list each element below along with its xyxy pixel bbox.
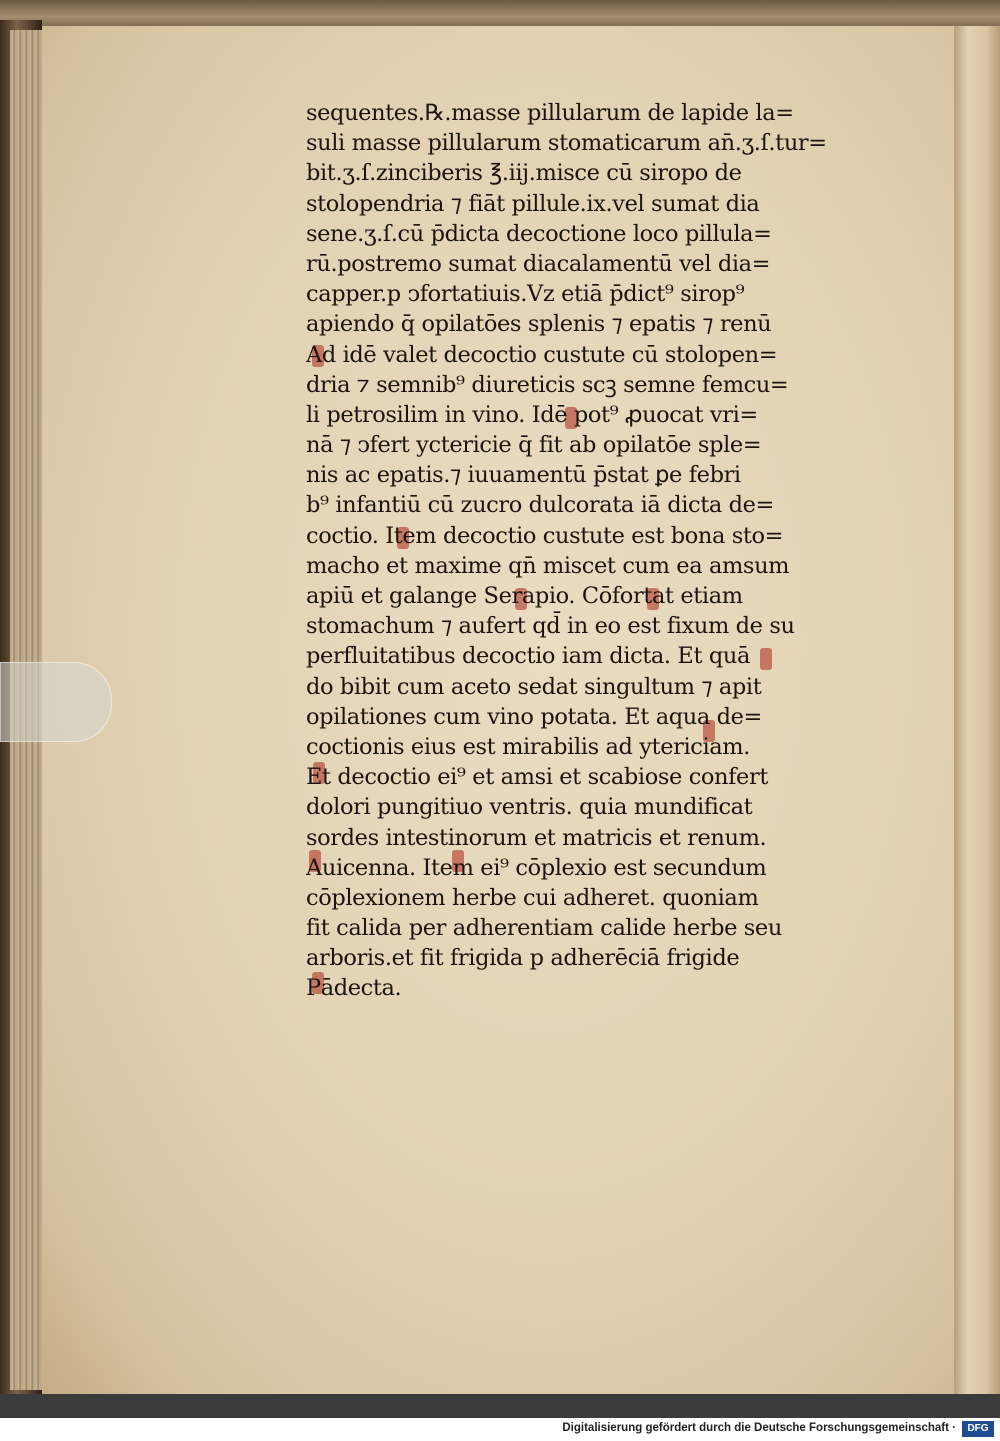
dfg-logo: DFG bbox=[962, 1421, 994, 1437]
text-line: apiendo q̄ opilatōes splenis ⁊ epatis ⁊ renū bbox=[306, 311, 772, 338]
text-line: stomachum ⁊ aufert qd̄ in eo est fixum de su bbox=[306, 613, 795, 640]
text-line: Et decoctio ei⁹ et amsi et scabiose confert bbox=[306, 764, 768, 791]
scan-bottom-band bbox=[0, 1394, 1000, 1418]
text-line: li petrosilim in vino. Idē pot⁹ ꝓuocat vri= bbox=[306, 401, 758, 428]
text-line: Auicenna. Item ei⁹ cōplexio est secundum bbox=[306, 854, 767, 881]
text-line: capper.p ↄfortatiuis.Vz etiā p̄dict⁹ sirop⁹ bbox=[306, 281, 745, 308]
text-line: sordes intestinorum et matricis et renum. bbox=[306, 824, 767, 851]
footer-bar bbox=[0, 1418, 1000, 1441]
text-line: suli masse pillularum stomaticarum an̄.ʒ.ſ.tur= bbox=[306, 130, 827, 157]
text-line: nā ⁊ ↄfert yctericie q̄ fit ab opilatōe sple= bbox=[306, 432, 762, 459]
text-line: sene.ʒ.ſ.cū p̄dicta decoctione loco pillula= bbox=[306, 220, 772, 247]
binding-top-edge bbox=[0, 0, 1000, 28]
incunable-text-block bbox=[306, 98, 856, 1004]
text-line: cōplexionem herbe cui adheret. quoniam bbox=[306, 884, 759, 911]
text-line: b⁹ infantiū cū zucro dulcorata iā dicta de= bbox=[306, 492, 774, 519]
facing-page-edge bbox=[954, 26, 1000, 1398]
text-line: sequentes.℞.masse pillularum de lapide la= bbox=[306, 100, 794, 126]
text-line: apiū et galange Serapio. Cōfortat etiam bbox=[306, 583, 743, 609]
text-line: coctionis eius est mirabilis ad ytericiam. bbox=[306, 733, 750, 760]
text-line: fit calida per adherentiam calide herbe seu bbox=[306, 915, 782, 942]
text-line: opilationes cum vino potata. Et aqua de= bbox=[306, 703, 762, 730]
text-line: nis ac epatis.⁊ iuuamentū p̄stat ꝑe febri bbox=[306, 462, 741, 489]
text-line: perfluitatibus decoctio iam dicta. Et quā bbox=[306, 643, 750, 670]
text-line: coctio. Item decoctio custute est bona sto= bbox=[306, 522, 784, 549]
text-line: dria ⁊ semnib⁹ diureticis scꝫ semne femcu= bbox=[306, 371, 789, 398]
text-line: stolopendria ⁊ fiāt pillule.ix.vel sumat dia bbox=[306, 190, 760, 217]
text-line: Pādecta. bbox=[306, 975, 402, 1002]
text-line: dolori pungitiuo ventris. quia mundificat bbox=[306, 794, 753, 821]
dfg-credit-text: Digitalisierung gefördert durch die Deutsche Forschungsgemeinschaft · bbox=[562, 1422, 956, 1434]
text-line: do bibit cum aceto sedat singultum ⁊ apit bbox=[306, 673, 762, 700]
text-line: macho et maxime qn̄ miscet cum ea amsum bbox=[306, 552, 790, 579]
text-line: arboris.et fit frigida p adherēciā frigide bbox=[306, 945, 740, 972]
text-line: bit.ʒ.ſ.zinciberis ℥.iij.misce cū siropo de bbox=[306, 160, 742, 187]
page-clip bbox=[0, 662, 112, 742]
text-line: Ad idē valet decoctio custute cū stolopen= bbox=[306, 341, 778, 368]
text-line: rū.postremo sumat diacalamentū vel dia= bbox=[306, 250, 771, 277]
